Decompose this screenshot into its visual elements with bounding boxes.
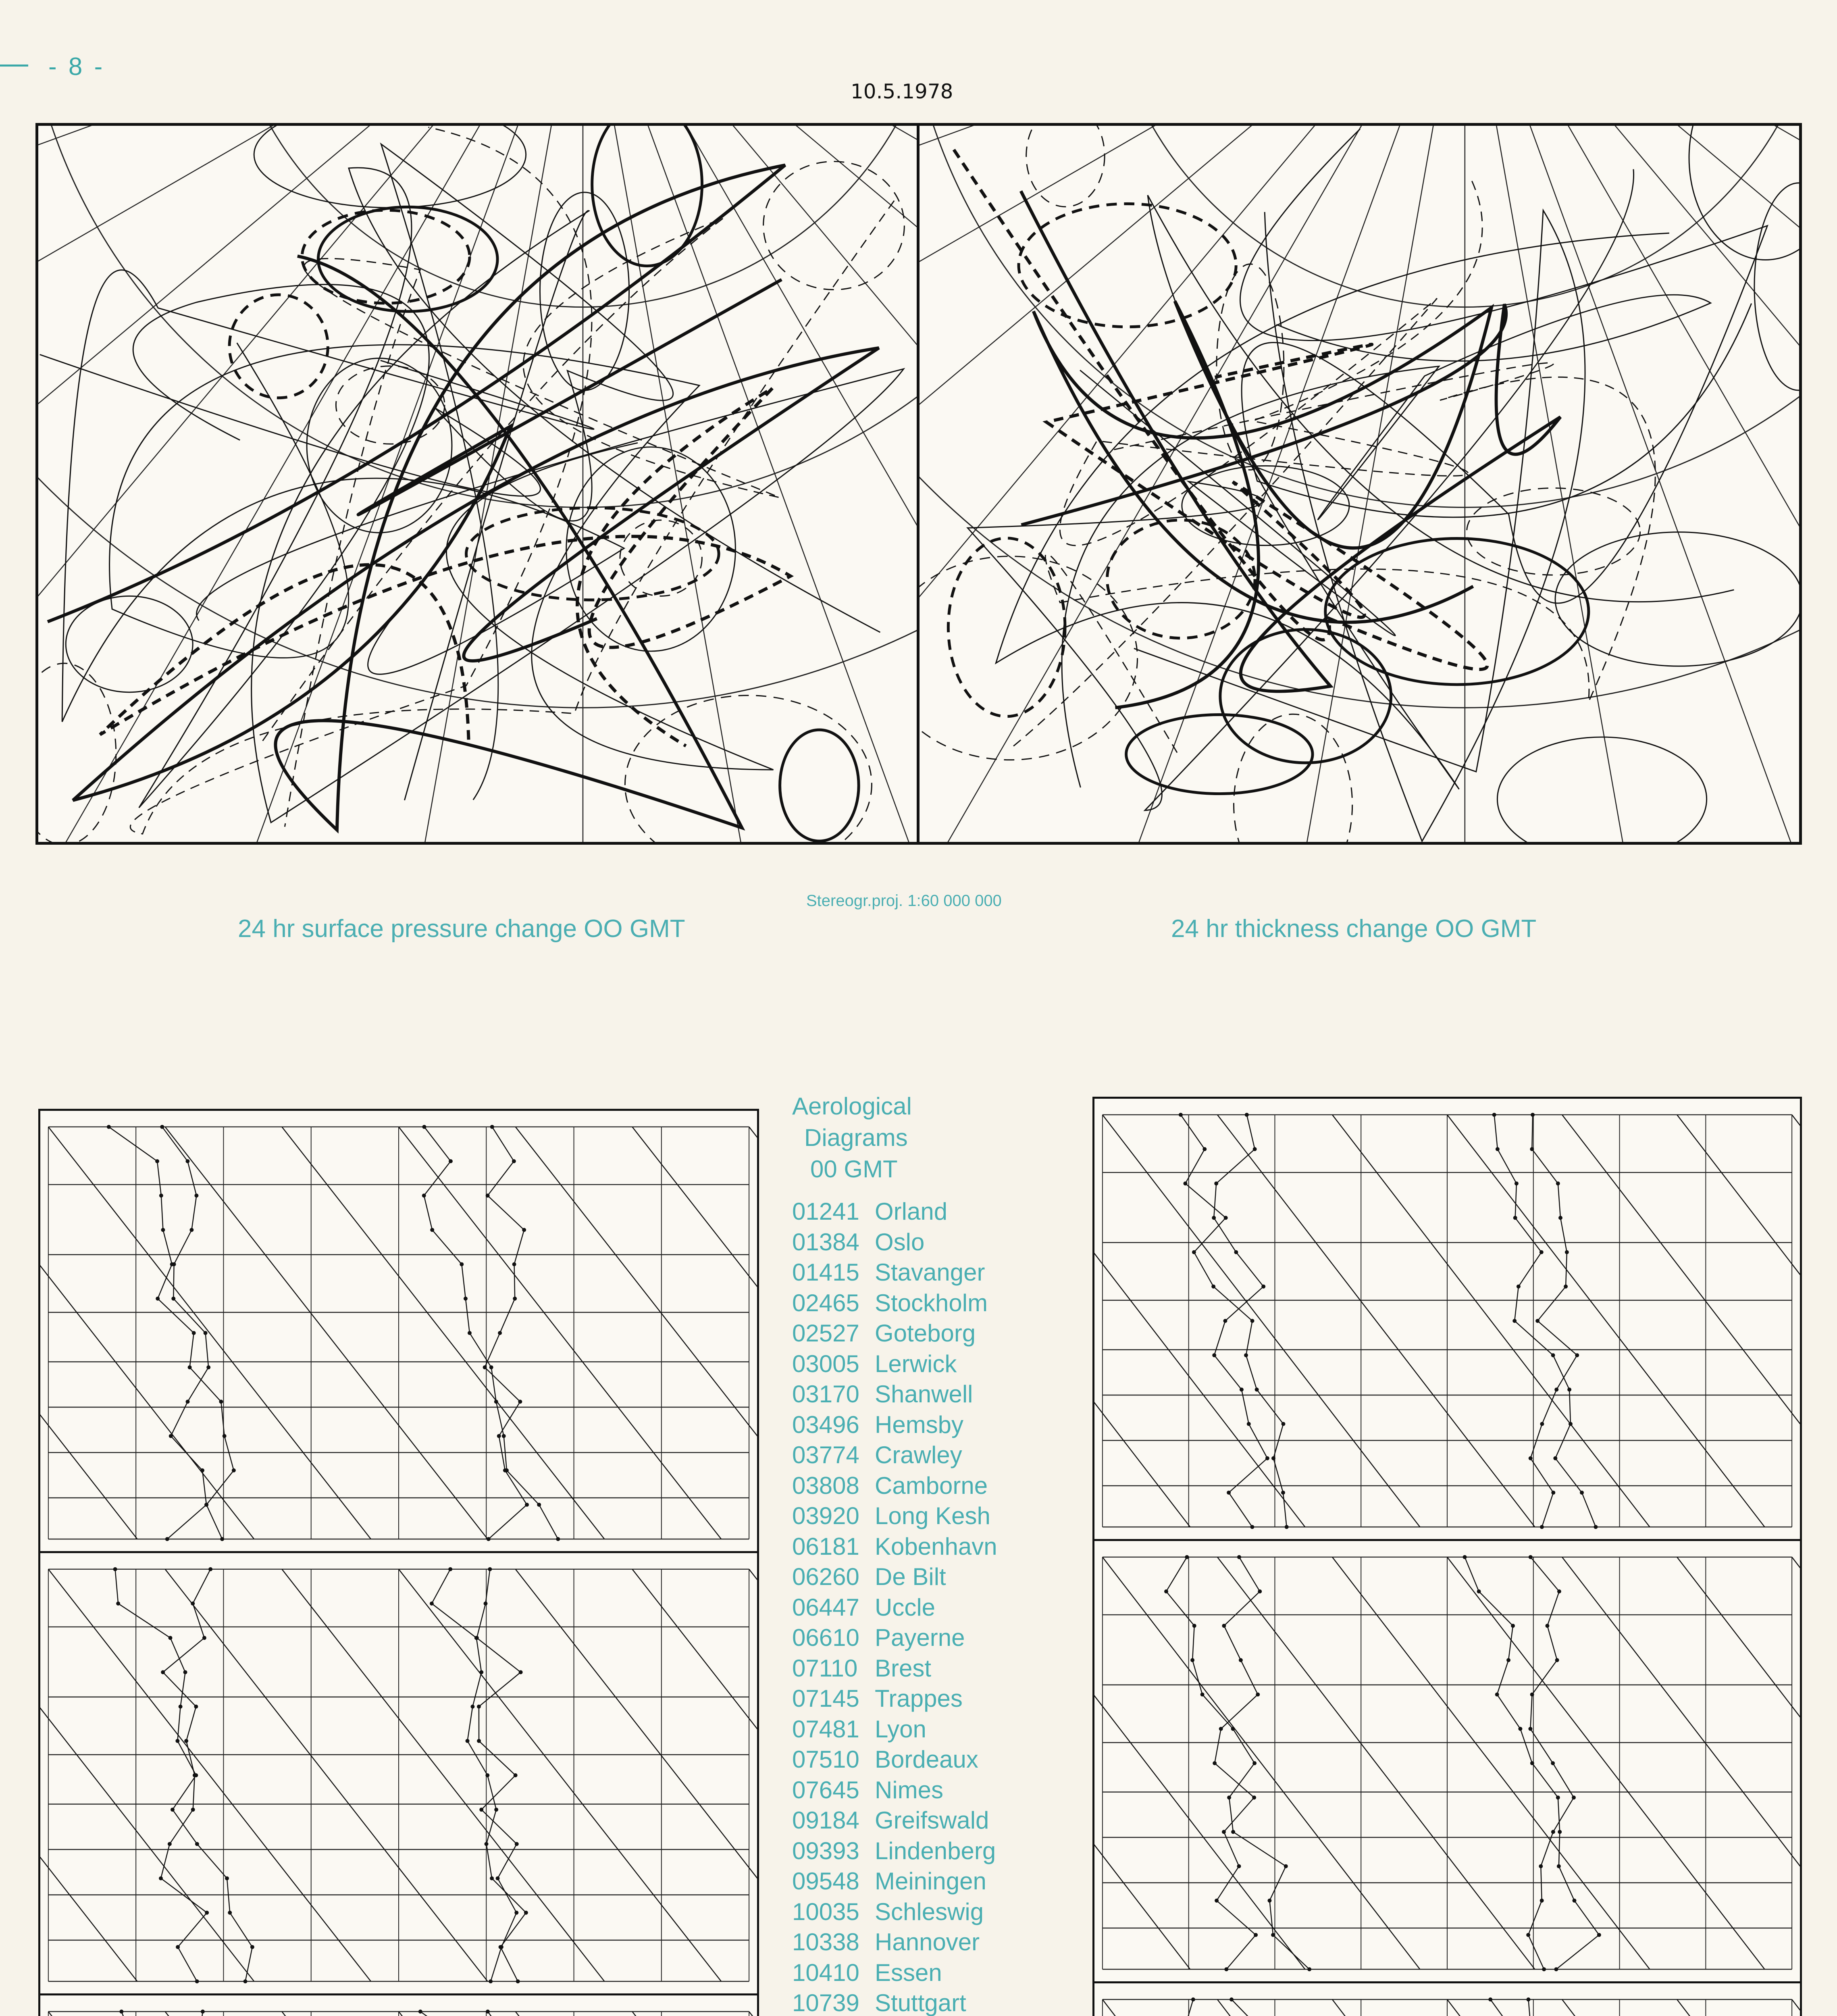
station-row: [792, 1653, 1082, 1684]
station-code: 03920: [792, 1502, 859, 1529]
station-name: Goteborg: [875, 1320, 976, 1347]
station-code: 07481: [792, 1715, 859, 1743]
margin-mark: [0, 65, 28, 67]
station-row: [792, 1592, 1082, 1623]
left-map-caption: 24 hr surface pressure change OO GMT: [238, 915, 685, 943]
station-code: 03005: [792, 1350, 859, 1377]
station-name: Lerwick: [875, 1350, 957, 1377]
station-row: [792, 1805, 1082, 1836]
page-number: - 8 -: [48, 53, 105, 81]
station-code: 09184: [792, 1807, 859, 1834]
station-name: Orland: [875, 1198, 948, 1225]
station-code: 02527: [792, 1320, 859, 1347]
station-name: Essen: [875, 1959, 942, 1986]
station-name: Hemsby: [875, 1411, 964, 1438]
legend-title-line: 00 GMT: [810, 1156, 898, 1183]
station-code: 03170: [792, 1381, 859, 1408]
station-name: Lyon: [875, 1715, 926, 1743]
aerological-diagram: [1094, 1983, 1800, 2016]
station-code: 10410: [792, 1959, 859, 1986]
station-row: [792, 1866, 1082, 1897]
station-code: 09393: [792, 1837, 859, 1864]
station-row: [792, 1288, 1082, 1318]
station-code: 01241: [792, 1198, 859, 1225]
station-name: Kobenhavn: [875, 1533, 997, 1560]
thickness-change-map: [917, 123, 1802, 845]
legend-title-line: Aerological: [792, 1093, 912, 1120]
aerological-diagram: [40, 1553, 757, 1995]
station-name: Shanwell: [875, 1381, 973, 1408]
station-row: [792, 1836, 1082, 1866]
station-name: Meiningen: [875, 1868, 986, 1895]
station-row: [792, 1531, 1082, 1562]
station-row: [792, 1196, 1082, 1227]
station-name: Greifswald: [875, 1807, 989, 1834]
station-code: 03774: [792, 1441, 859, 1468]
station-code: 07145: [792, 1685, 859, 1712]
station-code: 02465: [792, 1289, 859, 1316]
station-name: Stavanger: [875, 1259, 985, 1286]
station-name: Uccle: [875, 1593, 936, 1621]
station-code: 06260: [792, 1563, 859, 1590]
station-row: [792, 1501, 1082, 1531]
aerological-diagrams-right: [1092, 1097, 1802, 2016]
station-name: Schleswig: [875, 1898, 984, 1925]
station-row: [792, 1622, 1082, 1653]
station-row: [792, 1379, 1082, 1410]
station-row: [792, 1897, 1082, 1927]
station-code: 03496: [792, 1411, 859, 1438]
station-code: 06181: [792, 1533, 859, 1560]
station-code: 10035: [792, 1898, 859, 1925]
station-name: Nimes: [875, 1776, 944, 1804]
station-code: 03808: [792, 1472, 859, 1499]
station-code: 10338: [792, 1929, 859, 1956]
surface-pressure-change-map: [35, 123, 920, 845]
station-name: Stockholm: [875, 1289, 988, 1316]
station-name: Stuttgart: [875, 1989, 966, 2016]
station-code: 01415: [792, 1259, 859, 1286]
station-row: [792, 1744, 1082, 1775]
station-row: [792, 1683, 1082, 1714]
station-name: Lindenberg: [875, 1837, 996, 1864]
station-name: Oslo: [875, 1228, 925, 1256]
station-row: [792, 1927, 1082, 1958]
station-code: 06447: [792, 1593, 859, 1621]
station-row: [792, 1562, 1082, 1592]
station-list: [792, 1196, 1082, 2016]
legend-title: [792, 1091, 1082, 1185]
aerological-diagrams-left: [38, 1109, 759, 2016]
right-map-caption: 24 hr thickness change OO GMT: [1171, 915, 1537, 943]
aerological-diagram: [40, 1111, 757, 1553]
station-row: [792, 1714, 1082, 1745]
station-code: 07110: [792, 1654, 858, 1682]
station-name: De Bilt: [875, 1563, 946, 1590]
station-row: [792, 1958, 1082, 1988]
station-row: [792, 1257, 1082, 1288]
station-row: [792, 1988, 1082, 2016]
station-name: Crawley: [875, 1441, 962, 1468]
station-row: [792, 1318, 1082, 1349]
legend-title-line: Diagrams: [804, 1124, 908, 1151]
station-code: 09548: [792, 1868, 859, 1895]
station-row: [792, 1440, 1082, 1470]
station-row: [792, 1227, 1082, 1258]
aerological-diagram: [1094, 1541, 1800, 1983]
station-name: Long Kesh: [875, 1502, 990, 1529]
station-name: Hannover: [875, 1929, 980, 1956]
station-code: 10739: [792, 1989, 859, 2016]
station-row: [792, 1349, 1082, 1379]
station-name: Brest: [875, 1654, 932, 1682]
station-code: 06610: [792, 1624, 859, 1651]
date-header: 10.5.1978: [851, 80, 953, 103]
station-name: Bordeaux: [875, 1746, 978, 1773]
station-row: [792, 1470, 1082, 1501]
station-name: Camborne: [875, 1472, 988, 1499]
station-code: 07645: [792, 1776, 859, 1804]
station-row: [792, 1410, 1082, 1440]
station-code: 07510: [792, 1746, 859, 1773]
station-row: [792, 1775, 1082, 1806]
aerological-diagram: [40, 1995, 757, 2016]
station-code: 01384: [792, 1228, 859, 1256]
station-name: Payerne: [875, 1624, 965, 1651]
station-legend: [792, 1091, 1082, 2016]
station-name: Trappes: [875, 1685, 963, 1712]
projection-note: Stereogr.proj. 1:60 000 000: [806, 892, 1002, 910]
aerological-diagram: [1094, 1099, 1800, 1541]
